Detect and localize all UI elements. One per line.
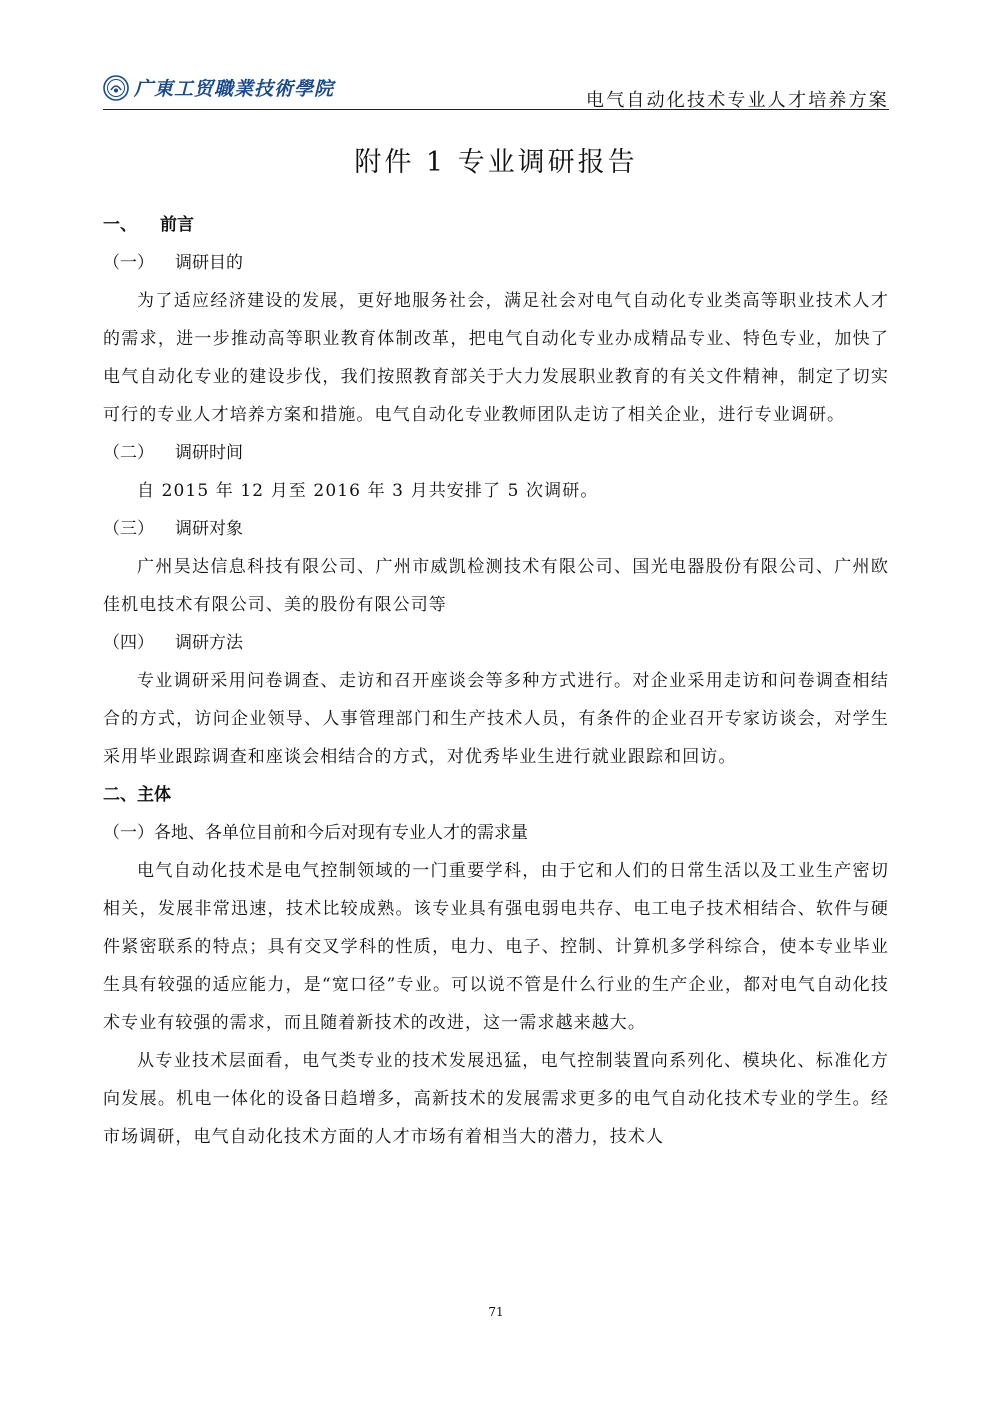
subsection-heading-methods [103, 624, 889, 662]
document-title: 电气自动化技术专业人才培养方案 [586, 90, 889, 111]
section-title: 前言 [160, 215, 194, 235]
section-heading-main: 二、主体 [103, 785, 171, 805]
page-title: 附件 1 专业调研报告 [354, 147, 638, 178]
subsection-heading-demand: （一）各地、各单位目前和今后对现有专业人才的需求量 [103, 823, 528, 843]
section-number: 一、 [103, 215, 137, 235]
institution-name: 广東工贸職業技術學院 [134, 78, 335, 100]
paragraph-technology: 从专业技术层面看，电气类专业的技术发展迅猛，电气控制装置向系列化、模块化、标准化方向发展。机电一体化的设备日趋增多，高新技术的发展需求更多的电气自动化技术专业的学生。经市场调研，电气自动化技术方面的人才市场有着相当大的潜力，技术人 [103, 1051, 889, 1147]
paragraph-targets: 广州昊达信息科技有限公司、广州市威凯检测技术有限公司、国光电器股份有限公司、广州欧佳机电技术有限公司、美的股份有限公司等 [103, 557, 889, 615]
subsection-number: （三） [103, 519, 154, 539]
subsection-number: （一） [103, 253, 154, 273]
report-body [103, 206, 889, 1156]
subsection-title: 调研方法 [175, 633, 243, 653]
subsection-number: （二） [103, 443, 154, 463]
institution-logo [103, 74, 334, 101]
subsection-number: （四） [103, 633, 154, 653]
paragraph-purpose: 为了适应经济建设的发展，更好地服务社会，满足社会对电气自动化专业类高等职业技术人才的需求，进一步推动高等职业教育体制改革，把电气自动化专业办成精品专业、特色专业，加快了电气自动化专业的建设步伐，我们按照教育部关于大力发展职业教育的有关文件精神，制定了切实可行的专业人才培养方案和措施。电气自动化专业教师团队走访了相关企业，进行专业调研。 [103, 291, 889, 425]
subsection-heading-purpose [103, 244, 889, 282]
section-heading-preface [103, 206, 889, 244]
paragraph-time: 自 2015 年 12 月至 2016 年 3 月共安排了 5 次调研。 [137, 481, 599, 501]
paragraph-methods: 专业调研采用问卷调查、走访和召开座谈会等多种方式进行。对企业采用走访和问卷调查相结合的方式，访问企业领导、人事管理部门和生产技术人员，有条件的企业召开专家访谈会，对学生采用毕业跟踪调查和座谈会相结合的方式，对优秀毕业生进行就业跟踪和回访。 [103, 671, 889, 767]
subsection-heading-time [103, 434, 889, 472]
subsection-title: 调研时间 [175, 443, 243, 463]
paragraph-demand: 电气自动化技术是电气控制领域的一门重要学科，由于它和人们的日常生活以及工业生产密切相关，发展非常迅速，技术比较成熟。该专业具有强电弱电共存、电工电子技术相结合、软件与硬件紧密联系的特点；具有交叉学科的性质，电力、电子、控制、计算机多学科综合，使本专业毕业生具有较强的适应能力，是“宽口径”专业。可以说不管是什么行业的生产企业，都对电气自动化技术专业有较强的需求，而且随着新技术的改进，这一需求越来越大。 [103, 861, 889, 1033]
subsection-title: 调研目的 [175, 253, 243, 273]
subsection-title: 调研对象 [175, 519, 243, 539]
subsection-heading-targets [103, 510, 889, 548]
college-seal-icon [103, 75, 129, 101]
page-header [103, 72, 889, 111]
page-number: 71 [488, 1305, 504, 1319]
header-rule [103, 109, 889, 110]
